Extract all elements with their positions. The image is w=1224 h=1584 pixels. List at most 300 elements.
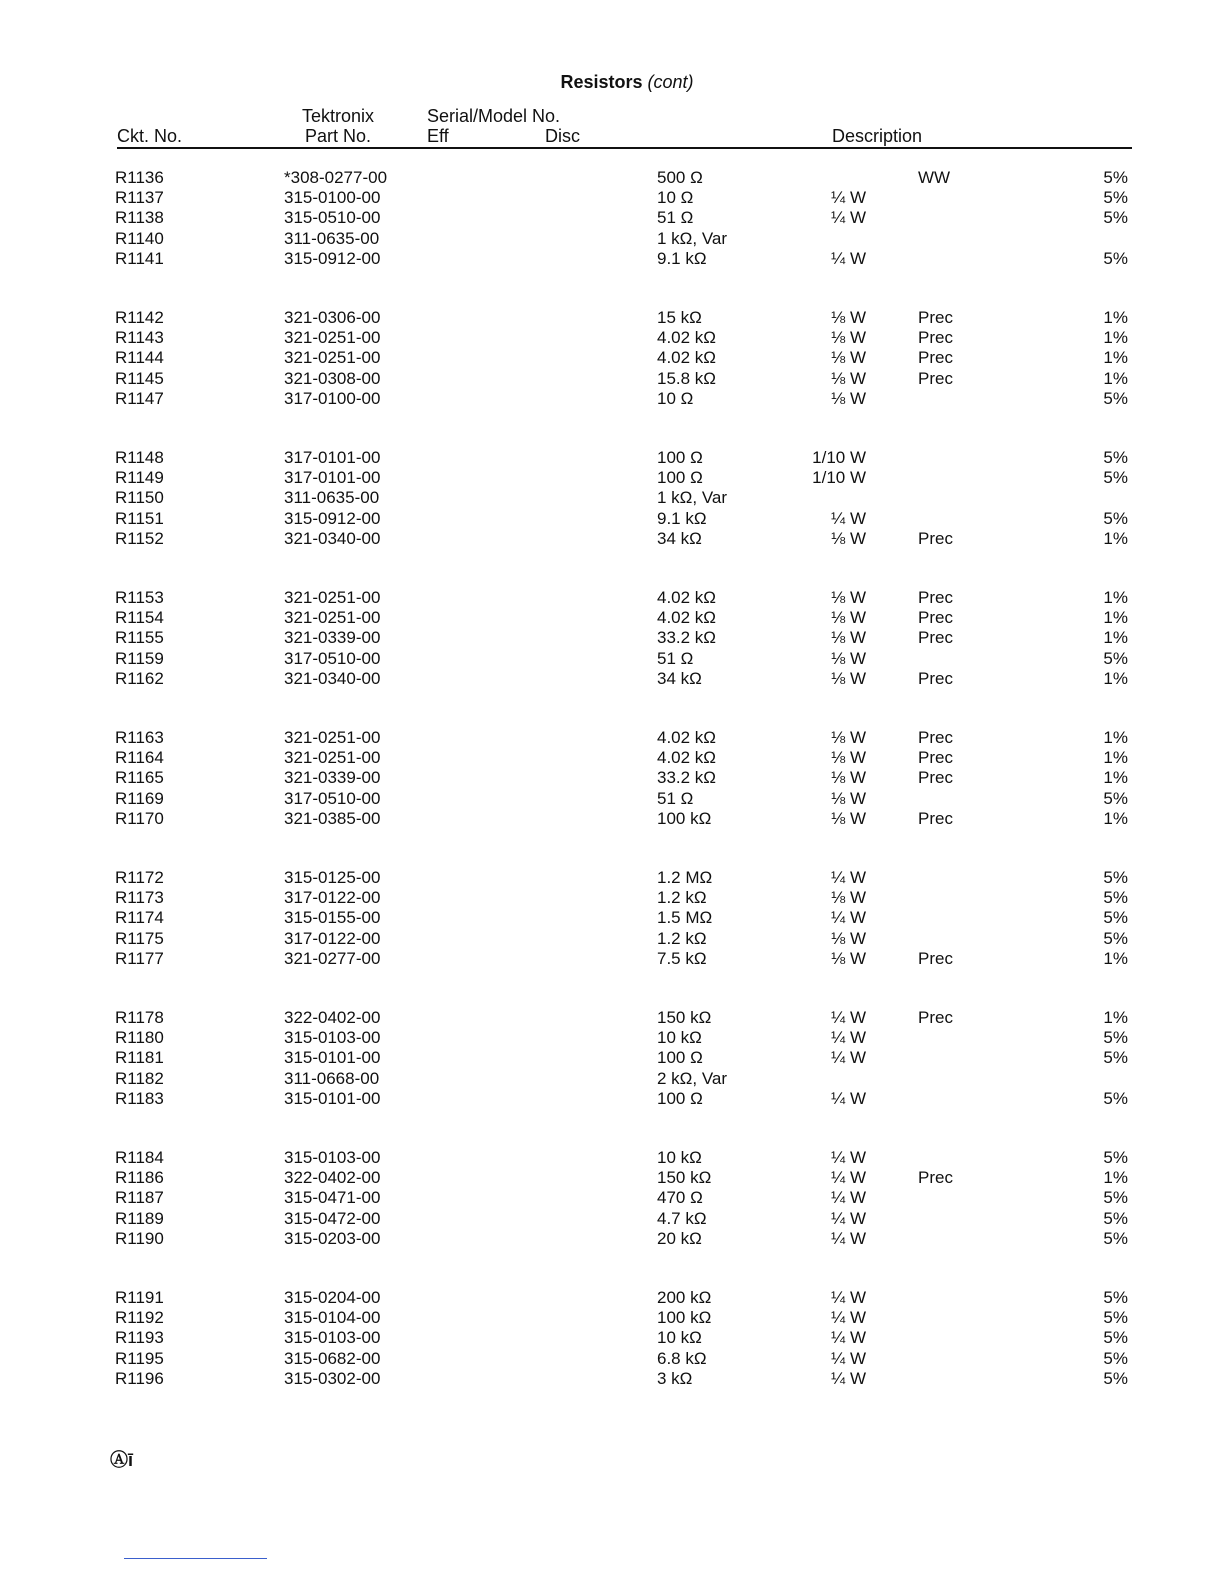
tolerance: 5% xyxy=(1103,1028,1128,1048)
part-no: 315-0472-00 xyxy=(284,1208,381,1228)
part-no: 321-0251-00 xyxy=(284,348,381,368)
table-row xyxy=(0,1209,1224,1229)
wattage: ¼ W xyxy=(831,1188,866,1208)
wattage: ⅛ W xyxy=(831,788,866,808)
ckt-no: R1178 xyxy=(115,1008,164,1027)
part-no: 311-0668-00 xyxy=(284,1068,380,1088)
ckt-no: R1181 xyxy=(115,1048,164,1068)
wattage: ⅛ W xyxy=(831,648,866,668)
row-group xyxy=(0,728,1224,868)
resistor-type: Prec xyxy=(918,588,953,607)
table-row xyxy=(0,1229,1224,1249)
resistance-value: 33.2 kΩ xyxy=(657,628,717,648)
row-group xyxy=(0,448,1224,588)
wattage: ⅛ W xyxy=(831,328,866,348)
resistance-value: 51 Ω xyxy=(657,648,694,668)
ckt-no: R1150 xyxy=(115,488,164,508)
resistor-type: Prec xyxy=(918,1008,953,1027)
ckt-no: R1152 xyxy=(115,528,164,548)
resistance-value: 51 Ω xyxy=(657,788,694,808)
ckt-no: R1183 xyxy=(115,1088,164,1108)
ckt-no: R1145 xyxy=(115,368,164,388)
ckt-no: R1136 xyxy=(115,168,164,187)
part-no: 315-0302-00 xyxy=(284,1368,381,1388)
ckt-no: R1149 xyxy=(115,468,164,488)
wattage: ⅛ W xyxy=(831,308,866,327)
part-no: 317-0510-00 xyxy=(284,648,381,668)
part-no: 315-0682-00 xyxy=(284,1348,381,1368)
ckt-no: R1196 xyxy=(115,1368,164,1388)
part-no: 317-0122-00 xyxy=(284,888,381,908)
table-row xyxy=(0,1288,1224,1308)
wattage: ¼ W xyxy=(831,1348,866,1368)
part-no: 317-0100-00 xyxy=(284,388,381,408)
tolerance: 1% xyxy=(1103,348,1128,368)
wattage: ¼ W xyxy=(831,1208,866,1228)
wattage: ⅛ W xyxy=(831,748,866,768)
ckt-no: R1164 xyxy=(115,748,164,768)
table-row xyxy=(0,208,1224,228)
header-disc: Disc xyxy=(545,126,580,146)
part-no: 321-0251-00 xyxy=(284,748,381,768)
resistor-type: Prec xyxy=(918,668,953,688)
resistor-type: Prec xyxy=(918,368,953,388)
resistance-value: 100 kΩ xyxy=(657,1308,712,1328)
table-row xyxy=(0,728,1224,748)
footer-revision-mark: Ⓐī xyxy=(110,1450,134,1470)
table-row xyxy=(0,1028,1224,1048)
tolerance: 5% xyxy=(1103,908,1128,928)
page-title xyxy=(0,72,1224,93)
table-row xyxy=(0,908,1224,928)
wattage: ⅛ W xyxy=(831,628,866,648)
table-row xyxy=(0,1369,1224,1389)
tolerance: 1% xyxy=(1103,1008,1128,1027)
ckt-no: R1191 xyxy=(115,1288,164,1307)
wattage: ⅛ W xyxy=(831,668,866,688)
resistance-value: 100 kΩ xyxy=(657,808,712,828)
row-group xyxy=(0,1008,1224,1148)
wattage: ¼ W xyxy=(831,908,866,928)
tolerance: 1% xyxy=(1103,368,1128,388)
resistance-value: 3 kΩ xyxy=(657,1368,693,1388)
ckt-no: R1172 xyxy=(115,868,164,887)
part-no: 311-0635-00 xyxy=(284,228,380,248)
table-row xyxy=(0,1308,1224,1328)
wattage: ¼ W xyxy=(831,1028,866,1048)
wattage: ¼ W xyxy=(831,1168,866,1188)
resistor-type: Prec xyxy=(918,948,953,968)
resistance-value: 100 Ω xyxy=(657,468,703,488)
tolerance: 5% xyxy=(1103,188,1128,208)
table-row xyxy=(0,1349,1224,1369)
part-no: 315-0510-00 xyxy=(284,208,381,228)
wattage: ¼ W xyxy=(831,868,866,887)
table-row xyxy=(0,448,1224,468)
part-no: 321-0339-00 xyxy=(284,628,381,648)
resistor-type: Prec xyxy=(918,808,953,828)
table-row xyxy=(0,949,1224,969)
wattage: 1/10 W xyxy=(812,448,866,467)
resistor-type: Prec xyxy=(918,1168,953,1188)
ckt-no: R1182 xyxy=(115,1068,164,1088)
table-row xyxy=(0,1188,1224,1208)
part-no: 321-0306-00 xyxy=(284,308,381,327)
resistance-value: 10 kΩ xyxy=(657,1328,702,1348)
table-row xyxy=(0,789,1224,809)
part-no: 322-0402-00 xyxy=(284,1008,381,1027)
header-tektronix: Tektronix xyxy=(302,106,375,126)
tolerance: 1% xyxy=(1103,668,1128,688)
resistor-type: Prec xyxy=(918,328,953,348)
tolerance: 1% xyxy=(1103,948,1128,968)
wattage: ⅛ W xyxy=(831,928,866,948)
resistance-value: 10 Ω xyxy=(657,388,694,408)
header-rule xyxy=(117,147,1132,149)
wattage: ¼ W xyxy=(831,1008,866,1027)
part-no: 315-0103-00 xyxy=(284,1028,381,1048)
table-row xyxy=(0,628,1224,648)
part-no: 315-0471-00 xyxy=(284,1188,381,1208)
tolerance: 5% xyxy=(1103,1088,1128,1108)
wattage: ¼ W xyxy=(831,248,866,268)
table-row xyxy=(0,669,1224,689)
row-group xyxy=(0,1288,1224,1428)
resistance-value: 4.02 kΩ xyxy=(657,728,717,747)
tolerance: 1% xyxy=(1103,588,1128,607)
table-row xyxy=(0,1008,1224,1028)
ckt-no: R1190 xyxy=(115,1228,164,1248)
table-row xyxy=(0,649,1224,669)
wattage: ¼ W xyxy=(831,1048,866,1068)
ckt-no: R1154 xyxy=(115,608,164,628)
wattage: ⅛ W xyxy=(831,388,866,408)
table-row xyxy=(0,188,1224,208)
table-row xyxy=(0,468,1224,488)
ckt-no: R1163 xyxy=(115,728,164,747)
table-row xyxy=(0,369,1224,389)
wattage: ¼ W xyxy=(831,1328,866,1348)
tolerance: 5% xyxy=(1103,448,1128,467)
wattage: ⅛ W xyxy=(831,588,866,607)
table-row xyxy=(0,1168,1224,1188)
part-no: 322-0402-00 xyxy=(284,1168,381,1188)
part-no: 315-0203-00 xyxy=(284,1228,381,1248)
resistor-type: Prec xyxy=(918,768,953,788)
part-no: 315-0912-00 xyxy=(284,248,381,268)
ckt-no: R1155 xyxy=(115,628,164,648)
ckt-no: R1141 xyxy=(115,248,164,268)
resistance-value: 500 Ω xyxy=(657,168,703,187)
tolerance: 1% xyxy=(1103,328,1128,348)
ckt-no: R1174 xyxy=(115,908,164,928)
resistance-value: 7.5 kΩ xyxy=(657,948,707,968)
ckt-no: R1143 xyxy=(115,328,164,348)
tolerance: 5% xyxy=(1103,1048,1128,1068)
row-group xyxy=(0,308,1224,448)
resistance-value: 1.5 MΩ xyxy=(657,908,713,928)
resistance-value: 20 kΩ xyxy=(657,1228,702,1248)
tolerance: 5% xyxy=(1103,168,1128,187)
resistance-value: 1 kΩ, Var xyxy=(657,488,728,508)
tolerance: 5% xyxy=(1103,468,1128,488)
tolerance: 1% xyxy=(1103,608,1128,628)
part-no: *308-0277-00 xyxy=(284,168,388,187)
ckt-no: R1162 xyxy=(115,668,164,688)
wattage: ⅛ W xyxy=(831,368,866,388)
part-no: 321-0340-00 xyxy=(284,528,381,548)
ckt-no: R1187 xyxy=(115,1188,164,1208)
tolerance: 5% xyxy=(1103,1348,1128,1368)
table-row xyxy=(0,229,1224,249)
part-no: 317-0122-00 xyxy=(284,928,381,948)
resistance-value: 1 kΩ, Var xyxy=(657,228,728,248)
resistance-value: 100 Ω xyxy=(657,448,703,467)
part-no: 321-0251-00 xyxy=(284,728,381,747)
part-no: 321-0277-00 xyxy=(284,948,381,968)
ckt-no: R1184 xyxy=(115,1148,164,1167)
part-no: 321-0385-00 xyxy=(284,808,381,828)
resistance-value: 15 kΩ xyxy=(657,308,702,327)
title-cont: (cont) xyxy=(647,72,694,92)
resistance-value: 4.02 kΩ xyxy=(657,588,717,607)
resistance-value: 9.1 kΩ xyxy=(657,508,707,528)
part-no: 311-0635-00 xyxy=(284,488,380,508)
wattage: ⅛ W xyxy=(831,948,866,968)
part-no: 315-0101-00 xyxy=(284,1088,381,1108)
tolerance: 5% xyxy=(1103,1368,1128,1388)
tolerance: 5% xyxy=(1103,248,1128,268)
wattage: ⅛ W xyxy=(831,348,866,368)
tolerance: 5% xyxy=(1103,208,1128,228)
resistance-value: 10 kΩ xyxy=(657,1148,702,1167)
resistance-value: 10 Ω xyxy=(657,188,694,208)
table-row xyxy=(0,509,1224,529)
tolerance: 5% xyxy=(1103,1328,1128,1348)
wattage: ⅛ W xyxy=(831,888,866,908)
part-no: 321-0308-00 xyxy=(284,368,381,388)
wattage: ¼ W xyxy=(831,1228,866,1248)
ckt-no: R1159 xyxy=(115,648,164,668)
ckt-no: R1147 xyxy=(115,388,164,408)
resistor-type: Prec xyxy=(918,728,953,747)
table-row xyxy=(0,1148,1224,1168)
header-description: Description xyxy=(832,126,923,146)
parts-table xyxy=(0,168,1224,1428)
ckt-no: R1151 xyxy=(115,508,164,528)
ckt-no: R1165 xyxy=(115,768,164,788)
resistance-value: 9.1 kΩ xyxy=(657,248,707,268)
resistor-type: WW xyxy=(918,168,951,187)
ckt-no: R1195 xyxy=(115,1348,164,1368)
ckt-no: R1138 xyxy=(115,208,164,228)
tolerance: 1% xyxy=(1103,768,1128,788)
resistance-value: 51 Ω xyxy=(657,208,694,228)
ckt-no: R1192 xyxy=(115,1308,164,1328)
resistance-value: 4.02 kΩ xyxy=(657,348,717,368)
wattage: ¼ W xyxy=(831,1288,866,1307)
resistance-value: 34 kΩ xyxy=(657,528,702,548)
table-row xyxy=(0,348,1224,368)
part-no: 321-0251-00 xyxy=(284,588,381,607)
ckt-no: R1170 xyxy=(115,808,164,828)
wattage: ⅛ W xyxy=(831,808,866,828)
table-row xyxy=(0,809,1224,829)
ckt-no: R1142 xyxy=(115,308,164,327)
part-no: 315-0101-00 xyxy=(284,1048,381,1068)
wattage: ¼ W xyxy=(831,1088,866,1108)
tolerance: 1% xyxy=(1103,808,1128,828)
table-row xyxy=(0,868,1224,888)
tolerance: 1% xyxy=(1103,748,1128,768)
tolerance: 1% xyxy=(1103,628,1128,648)
part-no: 315-0100-00 xyxy=(284,188,381,208)
ckt-no: R1169 xyxy=(115,788,164,808)
resistor-type: Prec xyxy=(918,748,953,768)
header-serial-model-no: Serial/Model No. xyxy=(427,106,561,126)
header-part-no: Part No. xyxy=(305,126,372,146)
table-row xyxy=(0,768,1224,788)
tolerance: 5% xyxy=(1103,788,1128,808)
part-no: 321-0251-00 xyxy=(284,328,381,348)
part-no: 315-0103-00 xyxy=(284,1328,381,1348)
ckt-no: R1153 xyxy=(115,588,164,607)
resistance-value: 100 Ω xyxy=(657,1048,703,1068)
part-no: 315-0125-00 xyxy=(284,868,381,887)
wattage: ⅛ W xyxy=(831,728,866,747)
part-no: 321-0340-00 xyxy=(284,668,381,688)
resistance-value: 150 kΩ xyxy=(657,1008,712,1027)
tolerance: 5% xyxy=(1103,508,1128,528)
table-row xyxy=(0,748,1224,768)
part-no: 321-0251-00 xyxy=(284,608,381,628)
tolerance: 1% xyxy=(1103,728,1128,747)
resistance-value: 4.02 kΩ xyxy=(657,608,717,628)
table-row xyxy=(0,308,1224,328)
resistance-value: 2 kΩ, Var xyxy=(657,1068,728,1088)
part-no: 315-0103-00 xyxy=(284,1148,381,1167)
resistance-value: 33.2 kΩ xyxy=(657,768,717,788)
ckt-no: R1189 xyxy=(115,1208,164,1228)
tolerance: 1% xyxy=(1103,1168,1128,1188)
table-row xyxy=(0,588,1224,608)
tolerance: 5% xyxy=(1103,1188,1128,1208)
part-no: 315-0104-00 xyxy=(284,1308,381,1328)
tolerance: 5% xyxy=(1103,1208,1128,1228)
tolerance: 5% xyxy=(1103,1308,1128,1328)
wattage: ⅛ W xyxy=(831,608,866,628)
resistor-type: Prec xyxy=(918,308,953,327)
wattage: ⅛ W xyxy=(831,528,866,548)
part-no: 317-0510-00 xyxy=(284,788,381,808)
ckt-no: R1137 xyxy=(115,188,164,208)
wattage: 1/10 W xyxy=(812,468,866,488)
table-row xyxy=(0,168,1224,188)
tolerance: 5% xyxy=(1103,1148,1128,1167)
part-no: 315-0204-00 xyxy=(284,1288,381,1307)
wattage: ¼ W xyxy=(831,1368,866,1388)
tolerance: 5% xyxy=(1103,928,1128,948)
table-row xyxy=(0,888,1224,908)
tolerance: 5% xyxy=(1103,868,1128,887)
table-row xyxy=(0,608,1224,628)
row-group xyxy=(0,868,1224,1008)
table-row xyxy=(0,1069,1224,1089)
table-row xyxy=(0,1328,1224,1348)
wattage: ¼ W xyxy=(831,1148,866,1167)
tolerance: 1% xyxy=(1103,528,1128,548)
header-eff: Eff xyxy=(427,126,449,146)
resistance-value: 4.7 kΩ xyxy=(657,1208,707,1228)
part-no: 317-0101-00 xyxy=(284,468,381,488)
tolerance: 5% xyxy=(1103,648,1128,668)
footer-divider xyxy=(124,1558,267,1559)
ckt-no: R1180 xyxy=(115,1028,164,1048)
resistor-type: Prec xyxy=(918,628,953,648)
tolerance: 5% xyxy=(1103,888,1128,908)
ckt-no: R1144 xyxy=(115,348,164,368)
ckt-no: R1175 xyxy=(115,928,164,948)
title-main: Resistors xyxy=(560,72,643,92)
tolerance: 5% xyxy=(1103,1228,1128,1248)
tolerance: 5% xyxy=(1103,1288,1128,1307)
resistance-value: 470 Ω xyxy=(657,1188,703,1208)
ckt-no: R1177 xyxy=(115,948,164,968)
resistance-value: 150 kΩ xyxy=(657,1168,712,1188)
table-row xyxy=(0,249,1224,269)
resistance-value: 15.8 kΩ xyxy=(657,368,717,388)
ckt-no: R1173 xyxy=(115,888,164,908)
resistance-value: 1.2 kΩ xyxy=(657,928,707,948)
tolerance: 1% xyxy=(1103,308,1128,327)
part-no: 315-0155-00 xyxy=(284,908,381,928)
table-row xyxy=(0,389,1224,409)
resistance-value: 1.2 kΩ xyxy=(657,888,707,908)
resistor-type: Prec xyxy=(918,528,953,548)
row-group xyxy=(0,588,1224,728)
resistance-value: 100 Ω xyxy=(657,1088,703,1108)
resistance-value: 34 kΩ xyxy=(657,668,702,688)
resistance-value: 200 kΩ xyxy=(657,1288,712,1307)
resistance-value: 6.8 kΩ xyxy=(657,1348,707,1368)
table-row xyxy=(0,529,1224,549)
wattage: ¼ W xyxy=(831,208,866,228)
resistance-value: 10 kΩ xyxy=(657,1028,702,1048)
resistance-value: 4.02 kΩ xyxy=(657,748,717,768)
tolerance: 5% xyxy=(1103,388,1128,408)
resistor-type: Prec xyxy=(918,348,953,368)
ckt-no: R1186 xyxy=(115,1168,164,1188)
ckt-no: R1148 xyxy=(115,448,164,467)
resistance-value: 4.02 kΩ xyxy=(657,328,717,348)
row-group xyxy=(0,168,1224,308)
table-row xyxy=(0,929,1224,949)
header-ckt-no: Ckt. No. xyxy=(117,126,183,146)
table-row xyxy=(0,488,1224,508)
part-no: 315-0912-00 xyxy=(284,508,381,528)
table-row xyxy=(0,1089,1224,1109)
resistor-type: Prec xyxy=(918,608,953,628)
table-row xyxy=(0,328,1224,348)
table-row xyxy=(0,1048,1224,1068)
wattage: ¼ W xyxy=(831,1308,866,1328)
ckt-no: R1140 xyxy=(115,228,164,248)
wattage: ¼ W xyxy=(831,188,866,208)
wattage: ¼ W xyxy=(831,508,866,528)
part-no: 321-0339-00 xyxy=(284,768,381,788)
resistance-value: 1.2 MΩ xyxy=(657,868,713,887)
row-group xyxy=(0,1148,1224,1288)
